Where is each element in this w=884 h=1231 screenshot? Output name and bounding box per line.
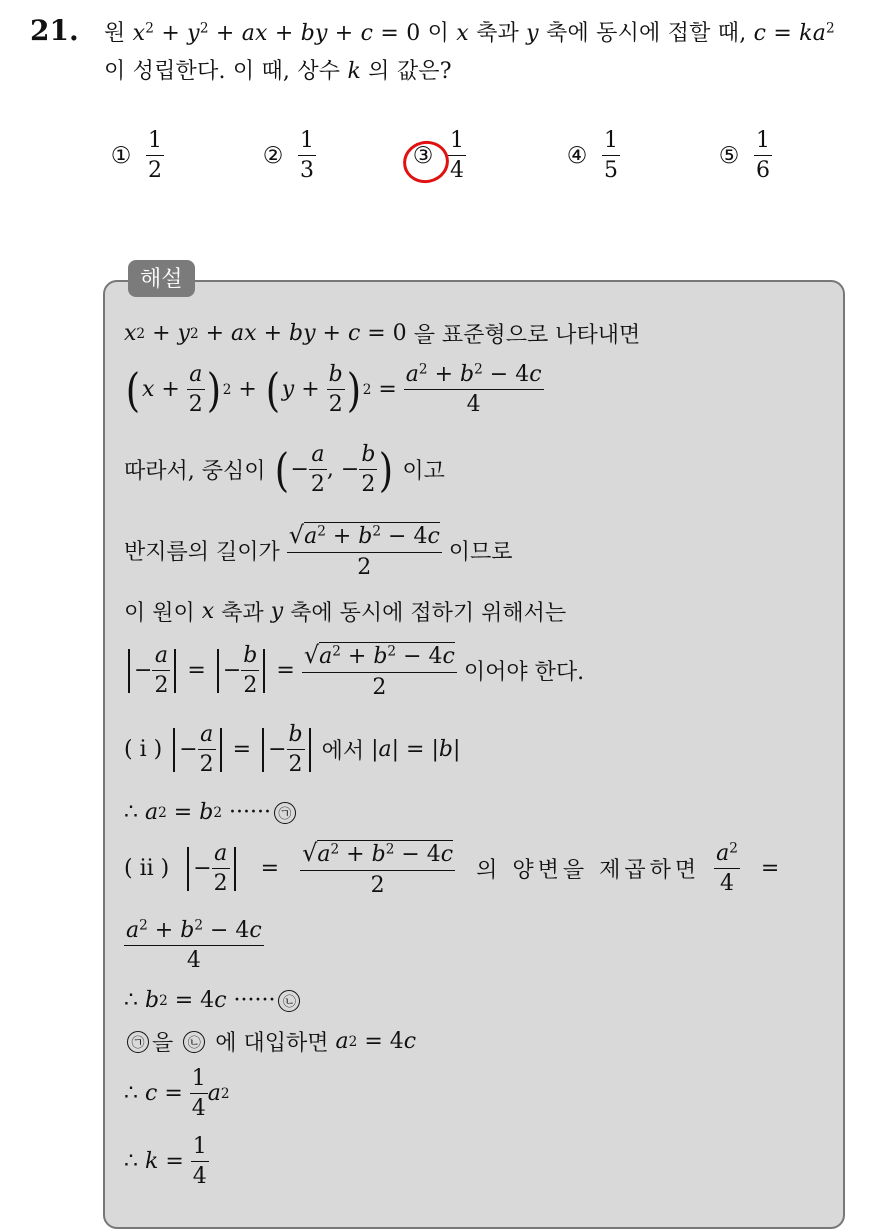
- solution-line-5: 이 원이 x 축과 y 축에 동시에 접하기 위해서는: [124, 596, 566, 627]
- mark-nieun: ㉡: [183, 1031, 205, 1053]
- solution-line-1: x 2 + y 2 + ax + by + c = 0 을 표준형으로 나타내면: [124, 318, 640, 349]
- solution-line-9: ( ii ) − $\frac{a}{2}$ = √ $a^2 + b^2 - 4c$ 2 의 양변을 제곱하면 $\frac{a^2}{4}$ =: [124, 839, 780, 898]
- question-text: 이: [427, 21, 450, 46]
- solution-text: 따라서, 중심이: [124, 459, 266, 485]
- solution-line-8: ∴ a 2 = b 2 ······ ㉠: [124, 800, 299, 825]
- choice-3[interactable]: [410, 128, 466, 184]
- case-label: ( i ): [124, 737, 163, 763]
- solution-text: 반지름의 길이가: [124, 540, 280, 566]
- question-text: 원: [104, 21, 126, 46]
- case-label: ( ii ): [124, 856, 170, 882]
- solution-text: 이어야 한다.: [463, 660, 585, 686]
- choice-5[interactable]: [716, 128, 772, 184]
- question-text: 축과: [476, 21, 519, 46]
- choice-number: ④: [566, 142, 588, 169]
- question-text: 이 성립한다. 이 때, 상수: [104, 59, 341, 84]
- choice-fraction: $\frac{1}{6}$: [756, 128, 770, 184]
- question-text: 의 값은?: [368, 59, 452, 84]
- choice-fraction: $\frac{1}{5}$: [604, 128, 618, 184]
- solution-line-12: ㉠ 을 ㉡ 에 대입하면 a 2 = 4 c: [124, 1026, 416, 1057]
- choice-1[interactable]: [108, 128, 164, 184]
- solution-text: 축에 동시에 접하기 위해서는: [290, 601, 567, 626]
- mark-giyeok: ㉠: [127, 1031, 149, 1053]
- choice-4[interactable]: [564, 128, 620, 184]
- choice-fraction: $\frac{1}{4}$: [450, 128, 464, 184]
- choice-number: ②: [262, 142, 284, 169]
- question-line-1: 원 $x^2 + y^2$ + ax + by + c = 0 이 x 축과 y 축에 동시에 접할 때, $c = ka^2$: [104, 20, 835, 46]
- choice-fraction: $\frac{1}{3}$: [300, 128, 314, 184]
- solution-text: 을: [152, 1031, 174, 1056]
- solution-line-3: 따라서, 중심이 ( − $\frac{a}{2}$ , − $\frac{b}{2}$ ) 이고: [124, 442, 445, 498]
- solution-line-10: $\frac{a^2 + b^2 - 4c}{4}$: [126, 917, 262, 974]
- solution-text: 축과: [221, 601, 264, 626]
- solution-text: 에 대입하면: [215, 1031, 329, 1056]
- solution-text: 을 표준형으로 나타내면: [413, 323, 641, 348]
- answer-choices: [108, 128, 808, 198]
- mark-nieun: ㉡: [278, 990, 300, 1012]
- question-line-2: 이 성립한다. 이 때, 상수 k 의 값은?: [104, 59, 452, 84]
- solution-line-11: ∴ b 2 = 4 c ······ ㉡: [124, 988, 303, 1013]
- solution-line-13: ∴ c = $\frac{1}{4}$ a 2: [124, 1066, 230, 1122]
- question-number: 21.: [30, 14, 79, 47]
- solution-line-4: 반지름의 길이가 √ $a^2 + b^2 - 4c$ 2 이므로: [124, 521, 513, 580]
- solution-label: 해설: [128, 260, 195, 297]
- solution-line-2: ( x + $\frac{a}{2}$ ) 2 + ( y + $\frac{b}{2}$ ) 2 = $\frac{a^2 + b^2 - 4c}{4}$: [125, 361, 542, 418]
- mark-giyeok: ㉠: [274, 802, 296, 824]
- solution-text: 이 원이: [124, 601, 195, 626]
- solution-text: 에서: [321, 739, 365, 765]
- solution-line-7: ( i ) − $\frac{a}{2}$ = − $\frac{b}{2}$ 에서 | a | = | b |: [124, 722, 461, 778]
- choice-number: ⑤: [718, 142, 740, 169]
- solution-text: 이고: [402, 459, 445, 485]
- choice-fraction: $\frac{1}{2}$: [148, 128, 162, 184]
- solution-text: 의 양변을 제곱하면: [476, 858, 701, 884]
- choice-2[interactable]: [260, 128, 316, 184]
- choice-number: ③: [412, 142, 434, 169]
- solution-line-6: − $\frac{a}{2}$ = − $\frac{b}{2}$ = √ $a^2 + b^2 - 4c$ 2 이어야 한다.: [124, 642, 584, 700]
- question-text: 축에 동시에 접할 때,: [546, 21, 747, 46]
- solution-line-14: ∴ k = $\frac{1}{4}$: [124, 1134, 207, 1190]
- solution-text: 이므로: [448, 540, 513, 566]
- choice-number: ①: [110, 142, 132, 169]
